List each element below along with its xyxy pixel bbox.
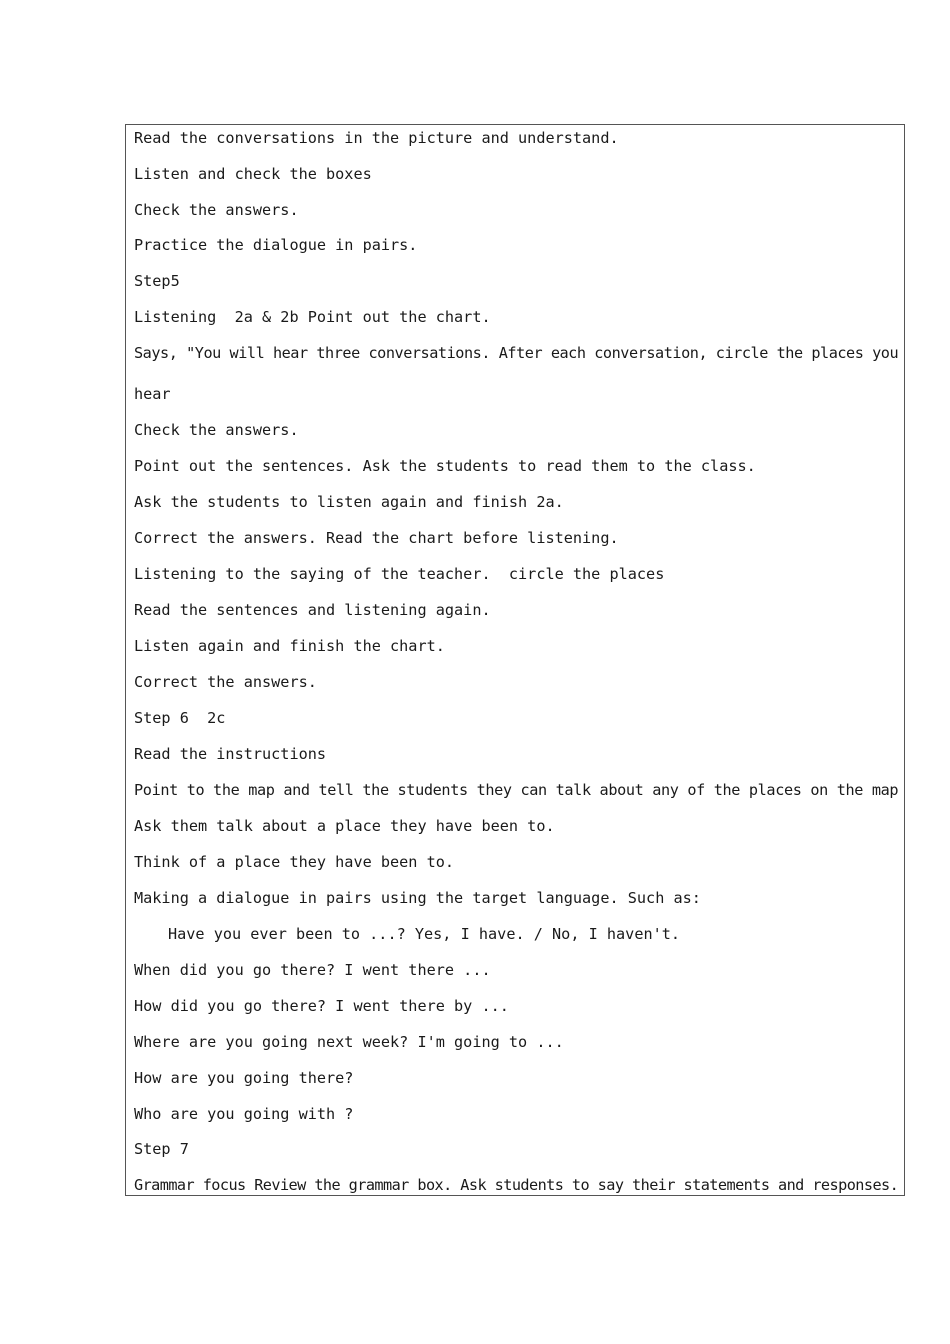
text-line: Listening to the saying of the teacher. circle the places bbox=[134, 565, 665, 583]
text-line: Correct the answers. bbox=[134, 673, 317, 691]
text-line: Grammar focus Review the grammar box. Ask students to say their statements and responses. bbox=[134, 1176, 899, 1194]
example-line: When did you go there? I went there ... bbox=[134, 961, 491, 979]
text-line: Ask them talk about a place they have been to. bbox=[134, 817, 555, 835]
text-line: Point to the map and tell the students they can talk about any of the places on the map bbox=[134, 781, 899, 799]
text-line: Practice the dialogue in pairs. bbox=[134, 236, 418, 254]
example-line: Have you ever been to ...? Yes, I have. / No, I haven't. bbox=[168, 925, 681, 943]
text-line: Listen and check the boxes bbox=[134, 165, 372, 183]
text-line: Correct the answers. Read the chart before listening. bbox=[134, 529, 619, 547]
text-line: Listening 2a & 2b Point out the chart. bbox=[134, 308, 491, 326]
step-heading: Step 7 bbox=[134, 1140, 189, 1158]
text-line: Says, "You will hear three conversations. After each conversation, circle the places you bbox=[134, 344, 899, 362]
text-line: Making a dialogue in pairs using the target language. Such as: bbox=[134, 889, 701, 907]
example-line: Where are you going next week? I'm going to ... bbox=[134, 1033, 564, 1051]
example-line: Who are you going with ? bbox=[134, 1105, 354, 1123]
text-line: Read the conversations in the picture and understand. bbox=[134, 129, 619, 147]
text-line: hear bbox=[134, 385, 171, 403]
example-line: How did you go there? I went there by ... bbox=[134, 997, 509, 1015]
text-line: Listen again and finish the chart. bbox=[134, 637, 445, 655]
text-line: Ask the students to listen again and finish 2a. bbox=[134, 493, 564, 511]
text-line: Read the sentences and listening again. bbox=[134, 601, 491, 619]
text-line: Check the answers. bbox=[134, 421, 299, 439]
text-line: Point out the sentences. Ask the students to read them to the class. bbox=[134, 457, 756, 475]
text-line: Think of a place they have been to. bbox=[134, 853, 455, 871]
text-line: Check the answers. bbox=[134, 201, 299, 219]
example-line: How are you going there? bbox=[134, 1069, 354, 1087]
step-heading: Step5 bbox=[134, 272, 180, 290]
text-line: Read the instructions bbox=[134, 745, 327, 763]
step-heading: Step 6 2c bbox=[134, 709, 226, 727]
